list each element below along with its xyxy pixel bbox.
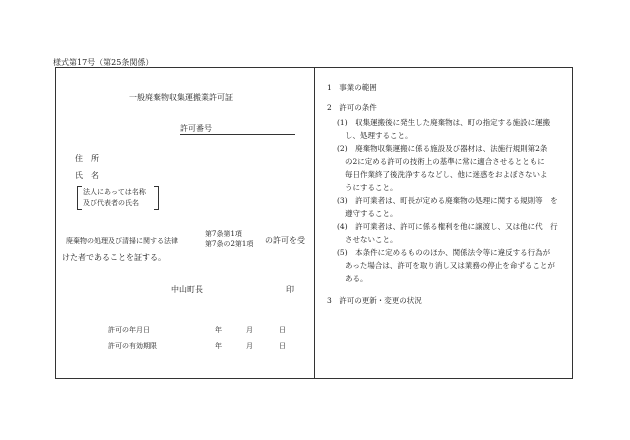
mayor-name: 中山町長 [171, 285, 203, 294]
condition-4-line1: (4) 許可業者は、許可に係る権利を他に譲渡し、又は他に代 行 [337, 222, 558, 231]
permit-number-label: 許可番号 [180, 124, 212, 133]
condition-1-line2: し、処理すること。 [345, 131, 413, 140]
permit-date-year: 年 [215, 326, 222, 334]
condition-1-line1: (1) 収集運搬後に発生した廃棄物は、町の指定する施設に運搬 [337, 118, 551, 127]
center-divider [314, 67, 315, 379]
permit-date-day: 日 [279, 326, 286, 334]
condition-5-line2: あった場合は、許可を取り消し又は業務の停止を命ずることが [345, 261, 555, 270]
certificate-title: 一般廃棄物収集運搬業許可証 [129, 93, 233, 102]
corporate-note-line1: 法人にあっては名称 [83, 188, 146, 196]
expiry-date-label: 許可の有効期限 [108, 342, 157, 350]
expiry-date-year: 年 [215, 342, 222, 350]
expiry-date-month: 月 [246, 342, 253, 350]
seal-mark: 印 [286, 285, 294, 294]
condition-5-line3: ある。 [345, 274, 368, 283]
condition-2-line4: うにすること。 [345, 183, 398, 192]
expiry-date-day: 日 [279, 342, 286, 350]
permit-date-month: 月 [246, 326, 253, 334]
condition-3-line1: (3) 許可業者は、町長が定める廃棄物の処理に関する規則等 を [337, 196, 558, 205]
certify-continuation: けた者であることを証する。 [62, 253, 166, 262]
section-business-scope: 1 事業の範囲 [327, 83, 377, 92]
permit-phrase: の許可を受 [265, 236, 305, 245]
name-label: 氏 名 [75, 171, 99, 180]
article-1: 第7条第1項 [205, 230, 242, 238]
condition-2-line2: の2に定める許可の技術上の基準に常に適合させるとともに [345, 157, 545, 166]
condition-2-line3: 毎日作業終了後洗浄するなどし、他に迷惑をおよぼさないよ [345, 170, 548, 179]
condition-2-line1: (2) 廃棄物収集運搬に係る施設及び器材は、法施行規則第2条 [337, 144, 548, 153]
section-renewal-status: 3 許可の更新・変更の状況 [327, 296, 422, 305]
condition-3-line2: 遵守すること。 [345, 209, 398, 218]
permit-date-label: 許可の年月日 [108, 326, 150, 334]
article-2: 第7条の2第1項 [205, 240, 254, 248]
condition-5-line1: (5) 本条件に定めるもののほか、関係法令等に違反する行為が [337, 248, 551, 257]
form-number-label: 様式第17号（第25条関係） [53, 58, 154, 67]
section-conditions: 2 許可の条件 [327, 103, 377, 112]
condition-4-line2: させないこと。 [345, 235, 398, 244]
law-text: 廃棄物の処理及び清掃に関する法律 [66, 237, 178, 245]
permit-number-line [180, 134, 295, 135]
corporate-note-line2: 及び代表者の氏名 [83, 199, 139, 207]
address-label: 住 所 [75, 154, 99, 163]
